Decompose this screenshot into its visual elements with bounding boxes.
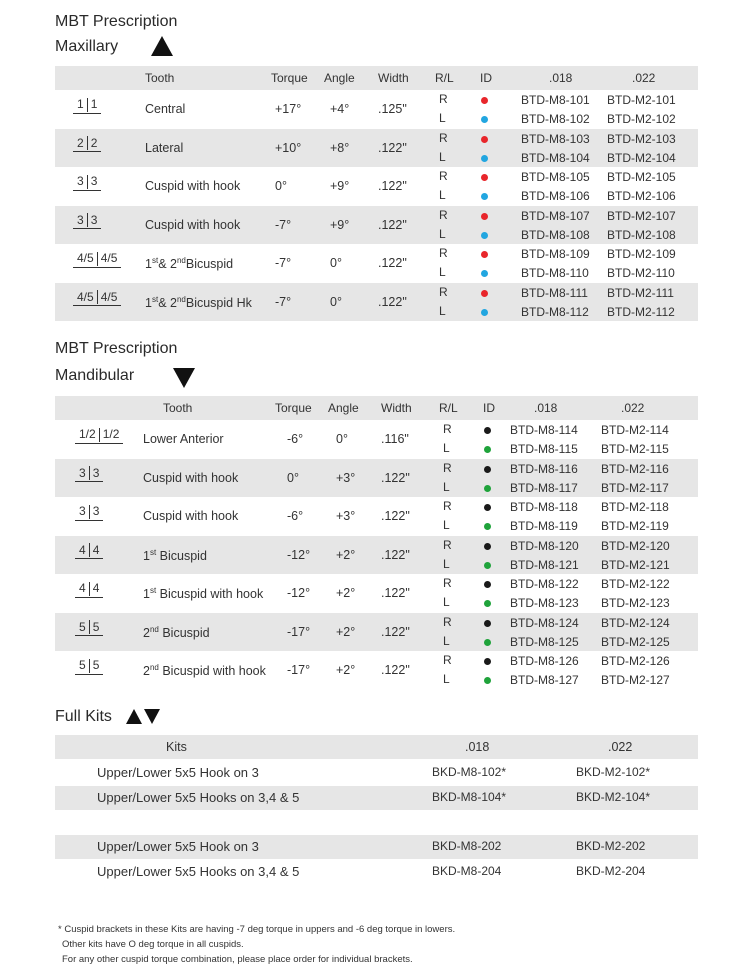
part-code-l-018: BTD-M8-106	[521, 189, 590, 203]
left-id-dot	[481, 270, 488, 277]
right-id-dot	[484, 466, 491, 473]
angle-value: 0°	[336, 432, 348, 446]
part-code-r-022: BTD-M2-120	[601, 538, 670, 553]
upper-arch-triangle-icon	[151, 36, 173, 56]
table-row	[55, 90, 698, 129]
width-value: .122"	[378, 217, 407, 232]
tooth-number-right: 5	[92, 658, 100, 672]
tooth-number-box	[75, 466, 103, 483]
table-row	[55, 244, 698, 283]
footnote-3: For any other cuspid torque combination, please place order for individual brackets.	[62, 954, 413, 965]
tooth-number-divider	[89, 659, 90, 673]
part-code-l-022: BTD-M2-123	[601, 596, 670, 610]
part-code-r-022: BTD-M2-116	[601, 461, 669, 476]
right-side-label: R	[443, 653, 452, 667]
kits-header-022: .022	[608, 740, 633, 754]
part-code-r-022: BTD-M2-114	[601, 423, 669, 437]
part-code-l-022: BTD-M2-117	[601, 480, 669, 495]
tooth-number-left: 1/2	[79, 427, 96, 441]
tooth-number-left: 3	[77, 174, 84, 188]
part-code-r-018: BTD-M8-126	[510, 654, 579, 668]
part-code-l-018: BTD-M8-112	[521, 304, 589, 319]
part-code-l-018: BTD-M8-119	[510, 519, 578, 533]
part-code-l-022: BTD-M2-108	[607, 227, 676, 242]
mandibular-table	[55, 396, 698, 690]
header-tooth: Tooth	[145, 71, 175, 85]
right-id-dot	[481, 97, 488, 104]
right-id-dot	[481, 136, 488, 143]
upper-kit-triangle-icon	[126, 709, 142, 724]
lower-kit-triangle-icon	[144, 709, 160, 724]
left-side-label: L	[439, 226, 446, 241]
header-022: .022	[621, 401, 645, 415]
angle-value: +9°	[330, 217, 350, 232]
tooth-number-box	[73, 290, 121, 307]
part-code-r-018: BTD-M8-116	[510, 461, 578, 476]
kits-header-018: .018	[465, 740, 490, 754]
tooth-number	[73, 136, 101, 153]
part-code-l-022: BTD-M2-102	[607, 112, 676, 126]
tooth-name: Cuspid with hook	[143, 470, 239, 485]
header-tooth: Tooth	[163, 401, 193, 415]
torque-value: -17°	[287, 624, 311, 639]
part-code-l-022: BTD-M2-127	[601, 673, 670, 687]
kit-row	[55, 786, 698, 810]
header-rl: R/L	[439, 401, 458, 415]
tooth-number-right: 4	[92, 542, 100, 557]
lower-arch-triangle-icon	[173, 368, 195, 388]
part-code-r-018: BTD-M8-122	[510, 577, 579, 591]
tooth-number	[73, 174, 101, 191]
header-angle: Angle	[328, 401, 359, 415]
tooth-number-left: 1	[77, 97, 84, 111]
table-row	[55, 613, 698, 652]
torque-value: -12°	[287, 547, 311, 562]
left-id-dot	[484, 562, 491, 569]
tooth-number-left: 4	[79, 542, 86, 557]
right-side-label: R	[439, 246, 448, 260]
right-side-label: R	[443, 460, 452, 475]
tooth-number-right: 3	[92, 465, 100, 480]
tooth-number-right: 3	[90, 174, 98, 188]
part-code-r-022: BTD-M2-118	[601, 500, 669, 514]
tooth-number	[73, 251, 121, 268]
tooth-name: Cuspid with hook	[145, 179, 241, 193]
tooth-number-divider	[87, 136, 88, 150]
tooth-number-divider	[87, 175, 88, 189]
tooth-number-box	[75, 581, 103, 598]
torque-value: +17°	[275, 102, 302, 116]
tooth-number-box	[75, 543, 103, 560]
table-row	[55, 651, 698, 690]
left-id-dot	[484, 523, 491, 530]
kits-table-header	[55, 735, 698, 759]
tooth-number	[73, 290, 121, 307]
width-value: .122"	[381, 586, 410, 600]
kit-row	[55, 860, 698, 884]
tooth-number	[75, 543, 103, 560]
kit-name: Upper/Lower 5x5 Hook on 3	[97, 765, 259, 780]
tooth-number-right: 4/5	[100, 251, 118, 265]
right-side-label: R	[443, 576, 452, 590]
left-id-dot	[481, 232, 488, 239]
left-side-label: L	[443, 556, 450, 571]
right-side-label: R	[439, 130, 448, 145]
tooth-number-left: 5	[79, 619, 86, 634]
header-id: ID	[480, 71, 492, 85]
tooth-number-left: 4	[79, 581, 86, 595]
left-side-label: L	[443, 518, 450, 532]
tooth-number	[75, 658, 103, 675]
left-side-label: L	[439, 188, 446, 202]
width-value: .122"	[378, 140, 407, 155]
tooth-number	[75, 427, 123, 444]
tooth-name: 2nd Bicuspid	[143, 624, 210, 640]
maxillary-table	[55, 66, 698, 321]
torque-value: -7°	[275, 256, 292, 270]
width-value: .122"	[381, 663, 410, 677]
torque-value: +10°	[275, 140, 302, 155]
tooth-number-divider	[89, 505, 90, 519]
tooth-number-divider	[89, 582, 90, 596]
tooth-name: Lateral	[145, 140, 184, 155]
angle-value: +8°	[330, 140, 350, 155]
angle-value: +3°	[336, 470, 356, 485]
tooth-number-box	[75, 504, 103, 521]
table-row	[55, 283, 698, 322]
tooth-number-right: 3	[90, 212, 98, 227]
table-row	[55, 167, 698, 206]
left-side-label: L	[443, 441, 450, 455]
kit-code-018: BKD-M8-204	[432, 864, 502, 878]
maxillary-title-line1: MBT Prescription	[55, 13, 178, 30]
header-id: ID	[483, 401, 495, 415]
left-side-label: L	[443, 479, 450, 494]
right-id-dot	[484, 658, 491, 665]
angle-value: +2°	[336, 624, 356, 639]
part-code-r-018: BTD-M8-107	[521, 208, 590, 223]
table-row	[55, 129, 698, 168]
width-value: .116"	[381, 432, 409, 446]
kit-code-022: BKD-M2-202	[576, 839, 646, 853]
tooth-name: Lower Anterior	[143, 432, 224, 446]
part-code-r-022: BTD-M2-109	[607, 247, 676, 261]
tooth-name: 2nd Bicuspid with hook	[143, 663, 266, 679]
tooth-number-box	[73, 213, 101, 230]
right-id-dot	[484, 543, 491, 550]
footnote-1: * Cuspid brackets in these Kits are having -7 deg torque in uppers and -6 deg torque in lowers.	[58, 924, 456, 935]
left-id-dot	[481, 155, 488, 162]
kit-code-018: BKD-M8-202	[432, 839, 502, 853]
part-code-r-018: BTD-M8-101	[521, 93, 590, 107]
angle-value: 0°	[330, 256, 342, 270]
header-018: .018	[549, 71, 573, 85]
kits-header-name: Kits	[166, 740, 187, 754]
part-code-l-022: BTD-M2-104	[607, 150, 676, 165]
tooth-number-divider	[99, 428, 100, 442]
kit-code-022: BKD-M2-102*	[576, 765, 651, 779]
tooth-number-left: 5	[79, 658, 86, 672]
part-code-l-018: BTD-M8-123	[510, 596, 579, 610]
angle-value: +4°	[330, 102, 350, 116]
table-row	[55, 574, 698, 613]
width-value: .122"	[378, 179, 407, 193]
part-code-r-018: BTD-M8-118	[510, 500, 578, 514]
tooth-number-right: 4/5	[100, 289, 118, 304]
left-id-dot	[484, 639, 491, 646]
torque-value: -7°	[275, 294, 292, 309]
tooth-number-right: 5	[92, 619, 100, 634]
left-id-dot	[481, 193, 488, 200]
left-side-label: L	[439, 265, 446, 279]
tooth-number-box	[73, 136, 101, 153]
kit-name: Upper/Lower 5x5 Hooks on 3,4 & 5	[97, 864, 300, 879]
right-side-label: R	[443, 499, 452, 513]
part-code-l-022: BTD-M2-112	[607, 304, 675, 319]
tooth-number-box	[75, 658, 103, 675]
maxillary-title-line2: Maxillary	[55, 38, 119, 55]
tooth-number-divider	[89, 543, 90, 557]
header-angle: Angle	[324, 71, 355, 85]
tooth-number-box	[75, 427, 123, 444]
part-code-l-022: BTD-M2-115	[601, 442, 669, 456]
part-code-l-022: BTD-M2-119	[601, 519, 669, 533]
right-side-label: R	[439, 207, 448, 222]
angle-value: 0°	[330, 294, 342, 309]
left-id-dot	[484, 600, 491, 607]
tooth-number-divider	[87, 98, 88, 112]
torque-value: 0°	[275, 179, 287, 193]
torque-value: -17°	[287, 663, 311, 677]
left-side-label: L	[443, 672, 450, 686]
part-code-r-022: BTD-M2-105	[607, 170, 676, 184]
tooth-number	[73, 213, 101, 230]
part-code-l-018: BTD-M8-121	[510, 557, 579, 572]
width-value: .122"	[381, 509, 410, 523]
tooth-number-divider	[87, 213, 88, 227]
right-side-label: R	[439, 169, 448, 183]
table-row	[55, 420, 698, 459]
left-side-label: L	[439, 149, 446, 164]
tooth-number-left: 3	[79, 465, 86, 480]
torque-value: -6°	[287, 509, 304, 523]
part-code-l-022: BTD-M2-110	[607, 266, 675, 280]
left-side-label: L	[439, 111, 446, 125]
tooth-number-right: 1/2	[102, 427, 120, 441]
table-row	[55, 536, 698, 575]
angle-value: +2°	[336, 547, 356, 562]
width-value: .125"	[378, 102, 407, 116]
tooth-name: 1st& 2ndBicuspid Hk	[145, 294, 252, 310]
part-code-r-018: BTD-M8-105	[521, 170, 590, 184]
width-value: .122"	[381, 470, 410, 485]
part-code-r-022: BTD-M2-124	[601, 615, 670, 630]
part-code-l-022: BTD-M2-125	[601, 634, 670, 649]
tooth-number-box	[75, 620, 103, 637]
kit-code-022: BKD-M2-104*	[576, 790, 651, 804]
torque-value: -6°	[287, 432, 304, 446]
table-row	[55, 497, 698, 536]
tooth-number-divider	[97, 252, 98, 266]
tooth-name: 1st Bicuspid with hook	[143, 586, 264, 602]
tooth-number-box	[73, 251, 121, 268]
part-code-r-022: BTD-M2-101	[607, 93, 676, 107]
kit-name: Upper/Lower 5x5 Hook on 3	[97, 839, 259, 854]
tooth-number	[75, 504, 103, 521]
torque-value: -7°	[275, 217, 292, 232]
part-code-l-018: BTD-M8-108	[521, 227, 590, 242]
tooth-number-box	[73, 174, 101, 191]
part-code-r-018: BTD-M8-114	[510, 423, 578, 437]
tooth-number	[75, 581, 103, 598]
left-side-label: L	[439, 303, 446, 318]
header-torque: Torque	[275, 401, 312, 415]
tooth-name: Central	[145, 102, 186, 116]
part-code-l-018: BTD-M8-125	[510, 634, 579, 649]
torque-value: 0°	[287, 470, 299, 485]
angle-value: +9°	[330, 179, 350, 193]
left-id-dot	[481, 309, 488, 316]
right-id-dot	[484, 504, 491, 511]
width-value: .122"	[378, 294, 407, 309]
tooth-number-divider	[97, 290, 98, 304]
part-code-r-018: BTD-M8-103	[521, 131, 590, 146]
tooth-number-left: 2	[77, 135, 84, 150]
right-id-dot	[484, 581, 491, 588]
header-022: .022	[632, 71, 656, 85]
tooth-number	[75, 466, 103, 483]
tooth-number-left: 4/5	[77, 289, 94, 304]
angle-value: +3°	[336, 509, 356, 523]
tooth-name: 1st Bicuspid	[143, 547, 207, 563]
left-id-dot	[484, 446, 491, 453]
part-code-r-022: BTD-M2-107	[607, 208, 676, 223]
part-code-r-018: BTD-M8-111	[521, 285, 588, 300]
header-width: Width	[381, 401, 412, 415]
left-id-dot	[481, 116, 488, 123]
mandibular-title-line1: MBT Prescription	[55, 340, 178, 357]
kit-name: Upper/Lower 5x5 Hooks on 3,4 & 5	[97, 790, 300, 805]
mandibular-table-header	[55, 396, 698, 420]
kit-row	[55, 761, 698, 785]
tooth-number-right: 1	[90, 97, 98, 111]
table-row	[55, 459, 698, 498]
right-side-label: R	[439, 92, 448, 106]
torque-value: -12°	[287, 586, 311, 600]
kit-code-022: BKD-M2-204	[576, 864, 646, 878]
right-id-dot	[481, 174, 488, 181]
part-code-l-018: BTD-M8-102	[521, 112, 590, 126]
tooth-number-box	[73, 97, 101, 114]
tooth-number	[75, 620, 103, 637]
left-id-dot	[484, 485, 491, 492]
part-code-l-018: BTD-M8-127	[510, 673, 579, 687]
tooth-number	[73, 97, 101, 114]
left-side-label: L	[443, 633, 450, 648]
header-width: Width	[378, 71, 409, 85]
tooth-number-divider	[89, 620, 90, 634]
part-code-l-018: BTD-M8-104	[521, 150, 590, 165]
tooth-name: 1st& 2ndBicuspid	[145, 256, 234, 272]
part-code-r-018: BTD-M8-109	[521, 247, 590, 261]
part-code-r-022: BTD-M2-122	[601, 577, 670, 591]
tooth-number-left: 3	[79, 504, 86, 518]
table-row	[55, 206, 698, 245]
tooth-number-left: 4/5	[77, 251, 94, 265]
right-id-dot	[484, 427, 491, 434]
tooth-name: Cuspid with hook	[143, 509, 239, 523]
right-side-label: R	[443, 422, 452, 436]
tooth-number-left: 3	[77, 212, 84, 227]
footnote-2: Other kits have O deg torque in all cuspids.	[62, 939, 244, 950]
header-torque: Torque	[271, 71, 308, 85]
left-id-dot	[484, 677, 491, 684]
part-code-l-018: BTD-M8-117	[510, 480, 578, 495]
header-rl: R/L	[435, 71, 454, 85]
angle-value: +2°	[336, 586, 356, 600]
kit-code-018: BKD-M8-102*	[432, 765, 507, 779]
width-value: .122"	[381, 624, 410, 639]
part-code-l-022: BTD-M2-106	[607, 189, 676, 203]
right-side-label: R	[443, 614, 452, 629]
tooth-number-right: 2	[90, 135, 98, 150]
kit-row	[55, 835, 698, 859]
width-value: .122"	[381, 547, 410, 562]
part-code-l-018: BTD-M8-110	[521, 266, 589, 280]
tooth-number-right: 4	[92, 581, 100, 595]
right-side-label: R	[439, 284, 448, 299]
right-id-dot	[481, 251, 488, 258]
part-code-r-022: BTD-M2-126	[601, 654, 670, 668]
kit-code-018: BKD-M8-104*	[432, 790, 507, 804]
part-code-l-018: BTD-M8-115	[510, 442, 578, 456]
part-code-r-022: BTD-M2-111	[607, 285, 674, 300]
width-value: .122"	[378, 256, 407, 270]
right-id-dot	[481, 213, 488, 220]
header-018: .018	[534, 401, 558, 415]
mandibular-title-line2: Mandibular	[55, 367, 135, 384]
part-code-l-022: BTD-M2-121	[601, 557, 670, 572]
part-code-r-018: BTD-M8-124	[510, 615, 579, 630]
part-code-r-018: BTD-M8-120	[510, 538, 579, 553]
tooth-number-right: 3	[92, 504, 100, 518]
right-side-label: R	[443, 537, 452, 552]
tooth-number-divider	[89, 466, 90, 480]
left-side-label: L	[443, 595, 450, 609]
tooth-name: Cuspid with hook	[145, 217, 241, 232]
part-code-r-022: BTD-M2-103	[607, 131, 676, 146]
right-id-dot	[481, 290, 488, 297]
angle-value: +2°	[336, 663, 356, 677]
kits-title: Full Kits	[55, 708, 112, 725]
maxillary-table-header	[55, 66, 698, 90]
right-id-dot	[484, 620, 491, 627]
